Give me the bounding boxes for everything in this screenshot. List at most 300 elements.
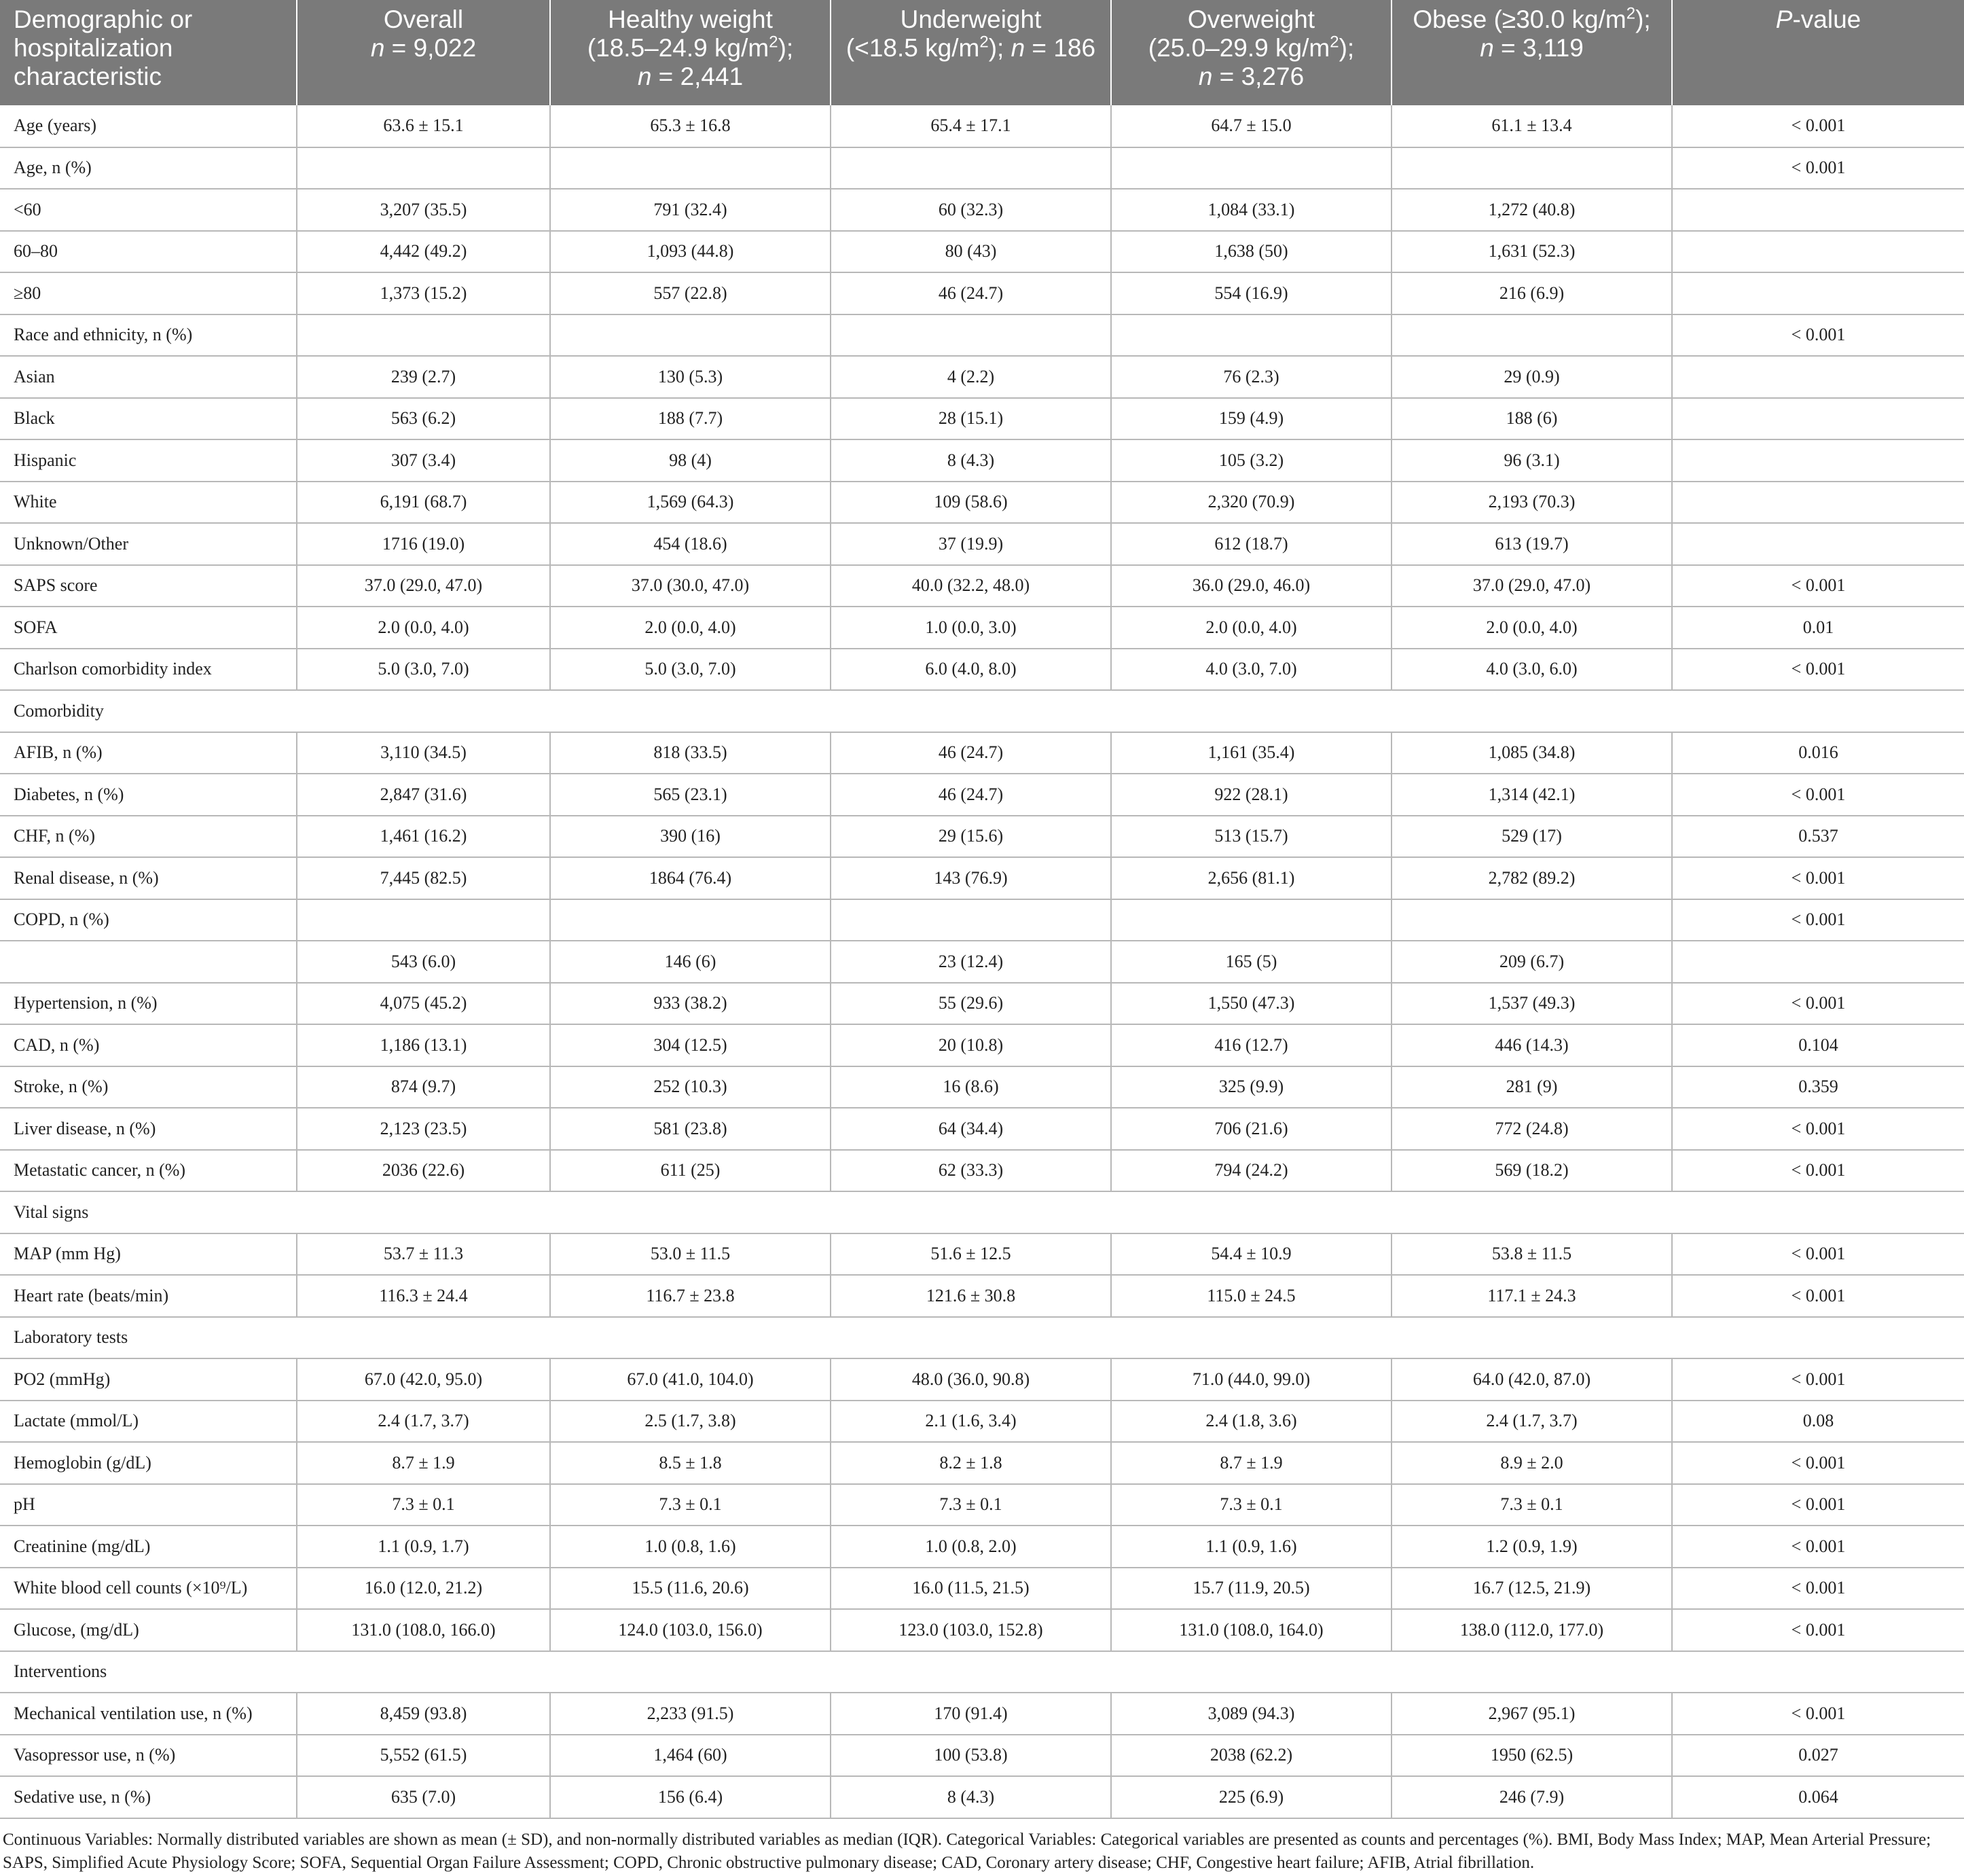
header-line: Demographic or (14, 5, 193, 33)
row-label: SAPS score (0, 565, 297, 607)
value-cell: 3,207 (35.5) (297, 189, 550, 231)
value-cell: 8.5 ± 1.8 (550, 1442, 831, 1484)
row-label: Hypertension, n (%) (0, 983, 297, 1025)
value-cell: 55 (29.6) (831, 983, 1111, 1025)
value-cell: 2.0 (0.0, 4.0) (1392, 607, 1672, 649)
row-label: Sedative use, n (%) (0, 1776, 297, 1818)
value-cell: 1,314 (42.1) (1392, 774, 1672, 816)
value-cell: 2.4 (1.8, 3.6) (1111, 1401, 1392, 1443)
value-cell: 772 (24.8) (1392, 1108, 1672, 1150)
value-cell: 80 (43) (831, 231, 1111, 273)
row-label: Vasopressor use, n (%) (0, 1735, 297, 1777)
row-label: Renal disease, n (%) (0, 857, 297, 899)
value-cell: 156 (6.4) (550, 1776, 831, 1818)
header-line: (25.0–29.9 $kg/m^2$); (1148, 33, 1355, 62)
value-cell: 581 (23.8) (550, 1108, 831, 1150)
value-cell: 116.7 ± 23.8 (550, 1275, 831, 1317)
value-cell: 29 (0.9) (1392, 356, 1672, 398)
value-cell: 71.0 (44.0, 99.0) (1111, 1358, 1392, 1401)
table-row (0, 1776, 1964, 1818)
section-label: Comorbidity (0, 690, 1964, 732)
value-cell: 4,075 (45.2) (297, 983, 550, 1025)
value-cell (831, 147, 1111, 190)
value-cell: 1950 (62.5) (1392, 1735, 1672, 1777)
p-value-cell: < 0.001 (1672, 565, 1964, 607)
p-value-cell: < 0.001 (1672, 1609, 1964, 1651)
value-cell: 8 (4.3) (831, 1776, 1111, 1818)
value-cell: 7.3 ± 0.1 (297, 1484, 550, 1526)
value-cell: 8 (4.3) (831, 439, 1111, 482)
value-cell: 239 (2.7) (297, 356, 550, 398)
header-line: n = 3,119 (1480, 34, 1584, 62)
value-cell (1392, 899, 1672, 941)
row-label: Race and ethnicity, n (%) (0, 314, 297, 357)
header-underweight (831, 0, 1111, 105)
value-cell: 138.0 (112.0, 177.0) (1392, 1609, 1672, 1651)
header-line: Obese (≥30.0 $kg/m^2$); (1413, 4, 1651, 33)
value-cell: 20 (10.8) (831, 1024, 1111, 1066)
p-value-cell: < 0.001 (1672, 1484, 1964, 1526)
row-label: Hemoglobin (g/dL) (0, 1442, 297, 1484)
row-label: <60 (0, 189, 297, 231)
row-label: Liver disease, n (%) (0, 1108, 297, 1150)
value-cell: 209 (6.7) (1392, 941, 1672, 983)
table-row (0, 482, 1964, 524)
section-label: Interventions (0, 1651, 1964, 1693)
table-row (0, 439, 1964, 482)
row-label: White (0, 482, 297, 524)
section-row (0, 1317, 1964, 1359)
value-cell: 706 (21.6) (1111, 1108, 1392, 1150)
value-cell: 46 (24.7) (831, 272, 1111, 314)
row-label: PO2 (mmHg) (0, 1358, 297, 1401)
table-row (0, 857, 1964, 899)
value-cell: 1,084 (33.1) (1111, 189, 1392, 231)
value-cell: 15.5 (11.6, 20.6) (550, 1568, 831, 1610)
p-value-cell: < 0.001 (1672, 983, 1964, 1025)
value-cell (550, 899, 831, 941)
value-cell: 123.0 (103.0, 152.8) (831, 1609, 1111, 1651)
p-value-cell: < 0.001 (1672, 774, 1964, 816)
value-cell: 188 (6) (1392, 398, 1672, 440)
value-cell: 4.0 (3.0, 6.0) (1392, 649, 1672, 691)
value-cell: 563 (6.2) (297, 398, 550, 440)
value-cell: 794 (24.2) (1111, 1150, 1392, 1192)
table-row (0, 398, 1964, 440)
header-overall (297, 0, 550, 105)
header-line: Underweight (900, 5, 1042, 33)
p-value-cell (1672, 941, 1964, 983)
table-footnote: Continuous Variables: Normally distributed variables are shown as mean (± SD), and non-normally distributed variables as median (IQR). Categorical Variables: Categorical variables are presented as counts and percentages (%). BMI, Body Mass Index; MAP, Mean Arterial Pressure; SAPS, Simplified Acute Physiology Score; SOFA, Sequential Organ Failure Assessment; COPD, Chronic obstructive pulmonary disease; CAD, Coronary artery disease; CHF, Congestive heart failure; AFIB, Atrial fibrillation. (3, 1830, 1931, 1872)
value-cell: 64.7 ± 15.0 (1111, 105, 1392, 147)
value-cell: 98 (4) (550, 439, 831, 482)
row-label: CHF, n (%) (0, 816, 297, 858)
table-row (0, 1526, 1964, 1568)
value-cell: 2.0 (0.0, 4.0) (297, 607, 550, 649)
p-value-cell: < 0.001 (1672, 1358, 1964, 1401)
value-cell (1392, 314, 1672, 357)
value-cell: 2.4 (1.7, 3.7) (1392, 1401, 1672, 1443)
table-row (0, 105, 1964, 147)
p-value-cell: 0.01 (1672, 607, 1964, 649)
value-cell: 15.7 (11.9, 20.5) (1111, 1568, 1392, 1610)
header-line: Healthy weight (608, 5, 773, 33)
table-row (0, 523, 1964, 565)
value-cell: 1.1 (0.9, 1.6) (1111, 1526, 1392, 1568)
table-row (0, 1568, 1964, 1610)
value-cell: 40.0 (32.2, 48.0) (831, 565, 1111, 607)
p-value-cell (1672, 523, 1964, 565)
value-cell: 1864 (76.4) (550, 857, 831, 899)
p-value-cell (1672, 398, 1964, 440)
table-row (0, 732, 1964, 774)
value-cell: 1,569 (64.3) (550, 482, 831, 524)
value-cell: 165 (5) (1111, 941, 1392, 983)
value-cell: 124.0 (103.0, 156.0) (550, 1609, 831, 1651)
value-cell: 2036 (22.6) (297, 1150, 550, 1192)
table-row (0, 1484, 1964, 1526)
value-cell: 37.0 (30.0, 47.0) (550, 565, 831, 607)
p-value-cell: 0.064 (1672, 1776, 1964, 1818)
p-value-cell: < 0.001 (1672, 147, 1964, 190)
row-label: Stroke, n (%) (0, 1066, 297, 1108)
value-cell: 7.3 ± 0.1 (550, 1484, 831, 1526)
p-value-cell: < 0.001 (1672, 857, 1964, 899)
value-cell: 325 (9.9) (1111, 1066, 1392, 1108)
value-cell: 611 (25) (550, 1150, 831, 1192)
value-cell: 1,085 (34.8) (1392, 732, 1672, 774)
value-cell: 16.0 (11.5, 21.5) (831, 1568, 1111, 1610)
row-label: Glucose, (mg/dL) (0, 1609, 297, 1651)
value-cell: 29 (15.6) (831, 816, 1111, 858)
p-value-cell (1672, 439, 1964, 482)
row-label: ≥80 (0, 272, 297, 314)
row-label: Creatinine (mg/dL) (0, 1526, 297, 1568)
value-cell: 216 (6.9) (1392, 272, 1672, 314)
p-value-cell: < 0.001 (1672, 314, 1964, 357)
value-cell: 1,638 (50) (1111, 231, 1392, 273)
p-value-cell: < 0.001 (1672, 1233, 1964, 1276)
row-label: AFIB, n (%) (0, 732, 297, 774)
table-row (0, 1233, 1964, 1276)
value-cell: 53.7 ± 11.3 (297, 1233, 550, 1276)
value-cell: 513 (15.7) (1111, 816, 1392, 858)
row-label: Asian (0, 356, 297, 398)
value-cell: 557 (22.8) (550, 272, 831, 314)
value-cell: 5.0 (3.0, 7.0) (297, 649, 550, 691)
p-value-cell: < 0.001 (1672, 1108, 1964, 1150)
header-line: P-value (1775, 5, 1861, 33)
row-label (0, 941, 297, 983)
value-cell: 565 (23.1) (550, 774, 831, 816)
table-row (0, 356, 1964, 398)
value-cell: 304 (12.5) (550, 1024, 831, 1066)
table-row (0, 1275, 1964, 1317)
row-label: Metastatic cancer, n (%) (0, 1150, 297, 1192)
table-row (0, 941, 1964, 983)
value-cell: 922 (28.1) (1111, 774, 1392, 816)
value-cell: 16.7 (12.5, 21.9) (1392, 1568, 1672, 1610)
value-cell: 51.6 ± 12.5 (831, 1233, 1111, 1276)
value-cell: 105 (3.2) (1111, 439, 1392, 482)
p-value-cell (1672, 189, 1964, 231)
table-row (0, 899, 1964, 941)
p-value-cell: < 0.001 (1672, 899, 1964, 941)
value-cell: 54.4 ± 10.9 (1111, 1233, 1392, 1276)
value-cell: 818 (33.5) (550, 732, 831, 774)
row-label: 60–80 (0, 231, 297, 273)
header-characteristic (0, 0, 297, 105)
p-value-cell (1672, 482, 1964, 524)
value-cell: 2,320 (70.9) (1111, 482, 1392, 524)
value-cell: 2.5 (1.7, 3.8) (550, 1401, 831, 1443)
value-cell: 143 (76.9) (831, 857, 1111, 899)
value-cell: 121.6 ± 30.8 (831, 1275, 1111, 1317)
value-cell: 416 (12.7) (1111, 1024, 1392, 1066)
value-cell: 36.0 (29.0, 46.0) (1111, 565, 1392, 607)
header-line: characteristic (14, 62, 162, 90)
header-line: Overweight (1187, 5, 1315, 33)
value-cell: 874 (9.7) (297, 1066, 550, 1108)
value-cell: 53.0 ± 11.5 (550, 1233, 831, 1276)
table-body (0, 105, 1964, 1818)
value-cell: 65.3 ± 16.8 (550, 105, 831, 147)
value-cell: 1,272 (40.8) (1392, 189, 1672, 231)
value-cell (831, 314, 1111, 357)
row-label: Hispanic (0, 439, 297, 482)
value-cell: 569 (18.2) (1392, 1150, 1672, 1192)
value-cell: 529 (17) (1392, 816, 1672, 858)
row-label: Age, n (%) (0, 147, 297, 190)
value-cell: 281 (9) (1392, 1066, 1672, 1108)
value-cell: 307 (3.4) (297, 439, 550, 482)
value-cell: 4,442 (49.2) (297, 231, 550, 273)
p-value-cell: 0.016 (1672, 732, 1964, 774)
value-cell (1111, 314, 1392, 357)
p-value-cell: 0.537 (1672, 816, 1964, 858)
table-row (0, 1693, 1964, 1735)
value-cell: 8.7 ± 1.9 (1111, 1442, 1392, 1484)
value-cell: 46 (24.7) (831, 774, 1111, 816)
value-cell: 2,193 (70.3) (1392, 482, 1672, 524)
value-cell: 1716 (19.0) (297, 523, 550, 565)
value-cell: 791 (32.4) (550, 189, 831, 231)
value-cell: 16 (8.6) (831, 1066, 1111, 1108)
value-cell: 117.1 ± 24.3 (1392, 1275, 1672, 1317)
value-cell: 109 (58.6) (831, 482, 1111, 524)
value-cell: 188 (7.7) (550, 398, 831, 440)
table-row (0, 189, 1964, 231)
value-cell: 2.0 (0.0, 4.0) (550, 607, 831, 649)
value-cell: 100 (53.8) (831, 1735, 1111, 1777)
value-cell: 116.3 ± 24.4 (297, 1275, 550, 1317)
table-row (0, 314, 1964, 357)
row-label: Age (years) (0, 105, 297, 147)
table-row (0, 1609, 1964, 1651)
value-cell (1111, 899, 1392, 941)
value-cell: 1,550 (47.3) (1111, 983, 1392, 1025)
value-cell: 96 (3.1) (1392, 439, 1672, 482)
value-cell: 1,186 (13.1) (297, 1024, 550, 1066)
value-cell (297, 147, 550, 190)
value-cell: 1,161 (35.4) (1111, 732, 1392, 774)
header-p-value (1672, 0, 1964, 105)
p-value-cell: 0.027 (1672, 1735, 1964, 1777)
section-label: Vital signs (0, 1191, 1964, 1233)
p-value-cell: < 0.001 (1672, 1442, 1964, 1484)
value-cell: 613 (19.7) (1392, 523, 1672, 565)
value-cell: 246 (7.9) (1392, 1776, 1672, 1818)
value-cell: 28 (15.1) (831, 398, 1111, 440)
value-cell: 554 (16.9) (1111, 272, 1392, 314)
table-row (0, 649, 1964, 691)
row-label: Diabetes, n (%) (0, 774, 297, 816)
value-cell: 454 (18.6) (550, 523, 831, 565)
p-value-cell: < 0.001 (1672, 1526, 1964, 1568)
value-cell: 225 (6.9) (1111, 1776, 1392, 1818)
value-cell: 63.6 ± 15.1 (297, 105, 550, 147)
row-label: MAP (mm Hg) (0, 1233, 297, 1276)
value-cell: 2,123 (23.5) (297, 1108, 550, 1150)
value-cell: 131.0 (108.0, 164.0) (1111, 1609, 1392, 1651)
header-obese (1392, 0, 1672, 105)
value-cell: 62 (33.3) (831, 1150, 1111, 1192)
value-cell: 1,461 (16.2) (297, 816, 550, 858)
p-value-cell: < 0.001 (1672, 649, 1964, 691)
value-cell (550, 314, 831, 357)
table-row (0, 607, 1964, 649)
header-line: (18.5–24.9 $kg/m^2$); (587, 33, 794, 62)
section-label: Laboratory tests (0, 1317, 1964, 1359)
table-row (0, 1401, 1964, 1443)
header-line: hospitalization (14, 34, 173, 62)
header-overweight (1111, 0, 1392, 105)
value-cell (1111, 147, 1392, 190)
value-cell: 16.0 (12.0, 21.2) (297, 1568, 550, 1610)
row-label: Heart rate (beats/min) (0, 1275, 297, 1317)
row-label: Lactate (mmol/L) (0, 1401, 297, 1443)
header-line: n = 2,441 (637, 62, 744, 90)
value-cell: 446 (14.3) (1392, 1024, 1672, 1066)
value-cell: 6,191 (68.7) (297, 482, 550, 524)
value-cell: 7.3 ± 0.1 (1392, 1484, 1672, 1526)
header-line: Overall (383, 5, 464, 33)
value-cell: 146 (6) (550, 941, 831, 983)
value-cell: 390 (16) (550, 816, 831, 858)
value-cell: 115.0 ± 24.5 (1111, 1275, 1392, 1317)
row-label: pH (0, 1484, 297, 1526)
p-value-cell: 0.08 (1672, 1401, 1964, 1443)
value-cell (550, 147, 831, 190)
value-cell: 2,233 (91.5) (550, 1693, 831, 1735)
value-cell: 8.2 ± 1.8 (831, 1442, 1111, 1484)
value-cell: 7.3 ± 0.1 (1111, 1484, 1392, 1526)
row-label: Black (0, 398, 297, 440)
table-row (0, 983, 1964, 1025)
value-cell: 8.9 ± 2.0 (1392, 1442, 1672, 1484)
value-cell: 2,782 (89.2) (1392, 857, 1672, 899)
table-row (0, 272, 1964, 314)
value-cell (297, 899, 550, 941)
header-line: n = 3,276 (1198, 62, 1305, 90)
value-cell: 8,459 (93.8) (297, 1693, 550, 1735)
p-value-cell: 0.104 (1672, 1024, 1964, 1066)
table-row (0, 1358, 1964, 1401)
p-value-cell: < 0.001 (1672, 1568, 1964, 1610)
section-row (0, 1651, 1964, 1693)
table-row (0, 774, 1964, 816)
value-cell: 4.0 (3.0, 7.0) (1111, 649, 1392, 691)
value-cell: 76 (2.3) (1111, 356, 1392, 398)
value-cell (1392, 147, 1672, 190)
value-cell: 131.0 (108.0, 166.0) (297, 1609, 550, 1651)
p-value-cell: < 0.001 (1672, 1150, 1964, 1192)
row-label: Mechanical ventilation use, n (%) (0, 1693, 297, 1735)
table-row (0, 1735, 1964, 1777)
value-cell: 1,093 (44.8) (550, 231, 831, 273)
table-row (0, 1442, 1964, 1484)
value-cell: 1.1 (0.9, 1.7) (297, 1526, 550, 1568)
value-cell: 2.0 (0.0, 4.0) (1111, 607, 1392, 649)
value-cell: 2.4 (1.7, 3.7) (297, 1401, 550, 1443)
value-cell: 67.0 (42.0, 95.0) (297, 1358, 550, 1401)
value-cell: 7,445 (82.5) (297, 857, 550, 899)
value-cell: 170 (91.4) (831, 1693, 1111, 1735)
p-value-cell: < 0.001 (1672, 105, 1964, 147)
value-cell: 3,110 (34.5) (297, 732, 550, 774)
header-line: (<18.5 $kg/m^2$); n = 186 (845, 33, 1096, 62)
value-cell: 2.1 (1.6, 3.4) (831, 1401, 1111, 1443)
p-value-cell: < 0.001 (1672, 1275, 1964, 1317)
row-label: COPD, n (%) (0, 899, 297, 941)
value-cell: 1.0 (0.8, 2.0) (831, 1526, 1111, 1568)
value-cell: 48.0 (36.0, 90.8) (831, 1358, 1111, 1401)
value-cell (831, 899, 1111, 941)
value-cell: 159 (4.9) (1111, 398, 1392, 440)
value-cell: 252 (10.3) (550, 1066, 831, 1108)
value-cell: 8.7 ± 1.9 (297, 1442, 550, 1484)
value-cell: 612 (18.7) (1111, 523, 1392, 565)
value-cell: 37 (19.9) (831, 523, 1111, 565)
p-value-cell (1672, 272, 1964, 314)
value-cell: 933 (38.2) (550, 983, 831, 1025)
table-row (0, 1150, 1964, 1192)
row-label: White blood cell counts (×10⁹/L) (0, 1568, 297, 1610)
section-row (0, 1191, 1964, 1233)
table-row (0, 816, 1964, 858)
value-cell: 67.0 (41.0, 104.0) (550, 1358, 831, 1401)
value-cell: 6.0 (4.0, 8.0) (831, 649, 1111, 691)
table-row (0, 565, 1964, 607)
row-label: Unknown/Other (0, 523, 297, 565)
value-cell: 1,537 (49.3) (1392, 983, 1672, 1025)
value-cell: 4 (2.2) (831, 356, 1111, 398)
value-cell: 46 (24.7) (831, 732, 1111, 774)
value-cell: 60 (32.3) (831, 189, 1111, 231)
value-cell: 5.0 (3.0, 7.0) (550, 649, 831, 691)
value-cell: 1,464 (60) (550, 1735, 831, 1777)
value-cell: 37.0 (29.0, 47.0) (1392, 565, 1672, 607)
header-healthy-weight (550, 0, 831, 105)
value-cell: 2,656 (81.1) (1111, 857, 1392, 899)
value-cell: 1.2 (0.9, 1.9) (1392, 1526, 1672, 1568)
header-row (0, 0, 1964, 105)
value-cell: 2038 (62.2) (1111, 1735, 1392, 1777)
table-row (0, 231, 1964, 273)
value-cell: 64 (34.4) (831, 1108, 1111, 1150)
value-cell: 5,552 (61.5) (297, 1735, 550, 1777)
value-cell: 65.4 ± 17.1 (831, 105, 1111, 147)
